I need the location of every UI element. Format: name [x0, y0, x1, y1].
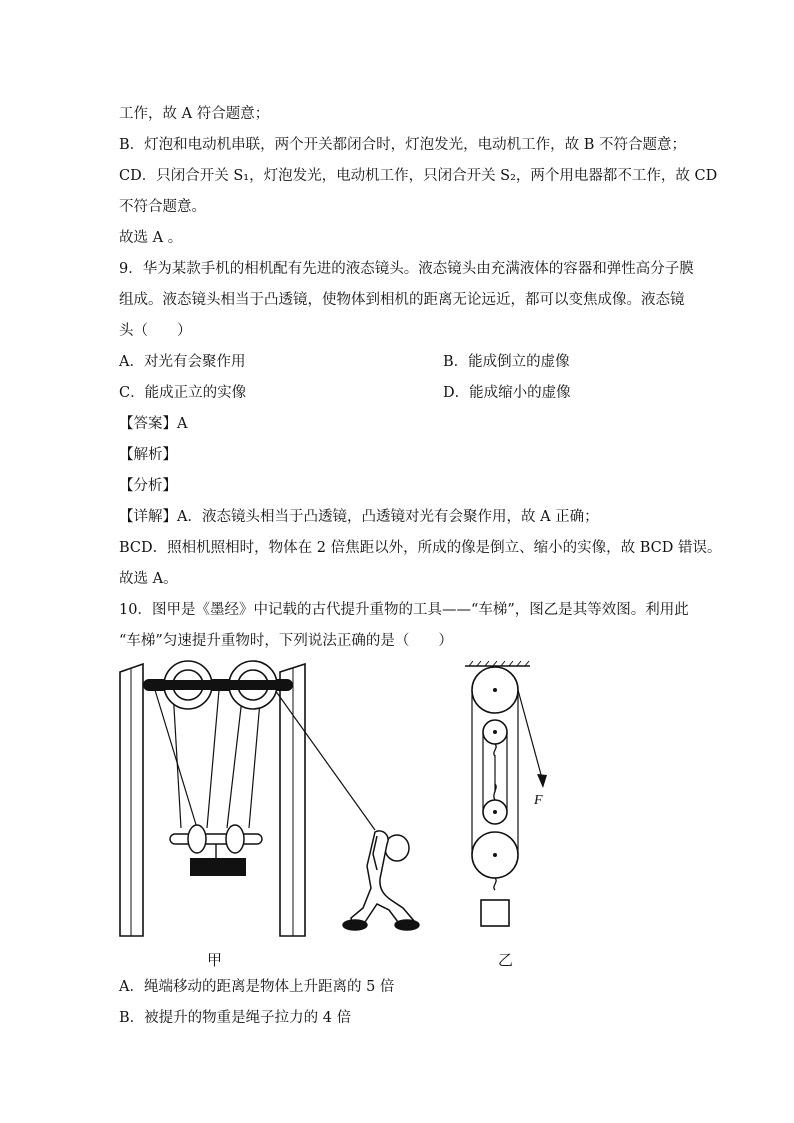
heavy-load: [190, 858, 246, 876]
q9-detail-line-2: BCD．照相机照相时，物体在 2 倍焦距以外，所成的像是倒立、缩小的实像，故 BCD 错误。: [119, 540, 722, 556]
text-line-continuation: 工作，故 A 符合题意；: [119, 106, 270, 122]
q10-option-b: B．被提升的物重是绳子拉力的 4 倍: [119, 1010, 352, 1026]
force-label: F: [534, 793, 543, 808]
text-line-option-cd-explain-2: 不符合题意。: [119, 199, 206, 215]
pull-rope: [518, 690, 543, 782]
text-line-option-b-explain: B．灯泡和电动机串联，两个开关都闭合时，灯泡发光，电动机工作，故 B 不符合题意；: [119, 137, 687, 153]
q9-choose: 故选 A。: [119, 571, 178, 587]
q10-stem-line-2: “车梯”匀速提升重物时，下列说法正确的是（ ）: [119, 633, 453, 649]
text-line-choice-a: 故选 A 。: [119, 230, 183, 246]
q9-stem-line-1: 9．华为某款手机的相机配有先进的液态镜头。液态镜头由充满液体的容器和弹性高分子膜: [119, 261, 694, 277]
bottom-pulley-left: [188, 825, 206, 853]
figure-label-jia: 甲: [207, 951, 223, 969]
q9-stem-line-2: 组成。液态镜头相当于凸透镜，使物体到相机的距离无论远近，都可以变焦成像。液态镜: [119, 292, 685, 308]
person-pulling-rope: [343, 831, 419, 930]
q9-option-d: D．能成缩小的虚像: [443, 385, 571, 401]
figure-yi-equivalent-pulley: [455, 660, 565, 935]
q9-option-b: B．能成倒立的虚像: [443, 354, 570, 370]
figure-jia-chariot-ladder: [115, 660, 435, 945]
q9-option-a: A．对光有会聚作用: [119, 354, 246, 370]
bottom-axle: [170, 834, 262, 844]
q9-answer: 【答案】A: [119, 416, 188, 432]
q9-analysis-subheading: 【分析】: [119, 478, 177, 494]
bottom-pulley-right: [226, 825, 244, 853]
q9-analysis-heading: 【解析】: [119, 447, 177, 463]
q9-option-c: C．能成正立的实像: [119, 385, 247, 401]
q10-option-a: A．绳端移动的距离是物体上升距离的 5 倍: [119, 979, 395, 995]
q10-stem-line-1: 10．图甲是《墨经》中记载的古代提升重物的工具——“车梯”，图乙是其等效图。利用此: [119, 602, 689, 618]
q9-stem-line-3: 头（ ）: [119, 323, 192, 339]
q9-detail-line-1: 【详解】A．液态镜头相当于凸透镜，凸透镜对光有会聚作用，故 A 正确；: [119, 509, 599, 525]
force-arrow-head: [537, 774, 547, 788]
figure-label-yi: 乙: [498, 951, 514, 969]
load-box: [481, 900, 509, 926]
text-line-option-cd-explain: CD．只闭合开关 S₁，灯泡发光，电动机工作，只闭合开关 S₂，两个用电器都不工作，故 CD: [119, 168, 718, 184]
